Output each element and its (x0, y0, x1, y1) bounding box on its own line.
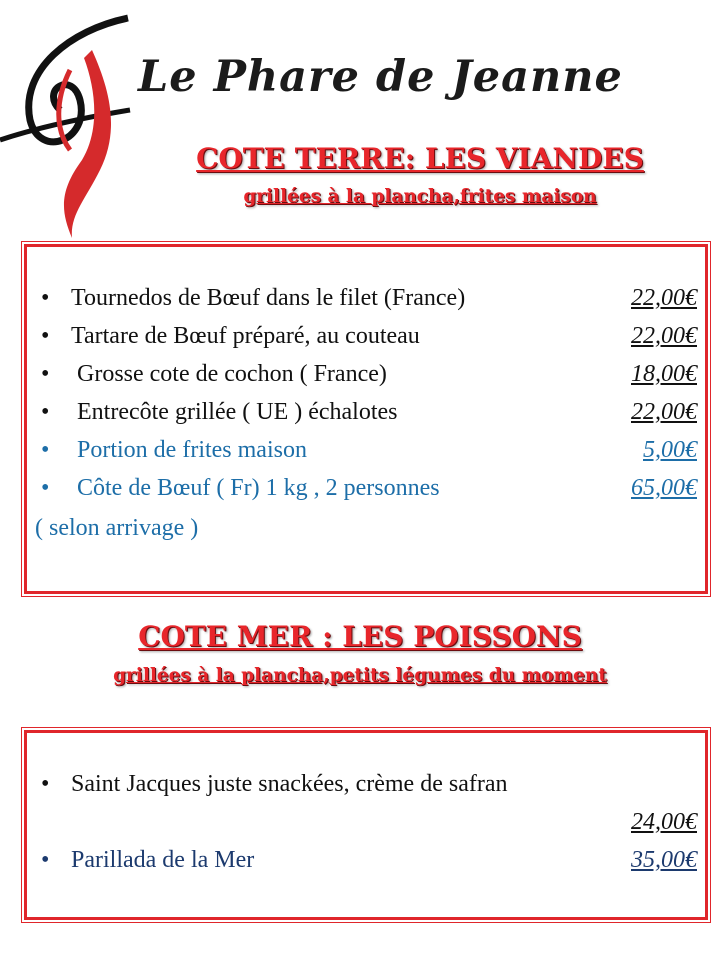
menu-item: • Entrecôte grillée ( UE ) échalotes 22,00€ (41, 399, 697, 425)
item-label: Parillada de la Mer (71, 847, 255, 873)
item-price: 18,00€ (631, 361, 697, 387)
item-label: Grosse cote de cochon ( France) (71, 361, 387, 387)
item-price: 22,00€ (631, 285, 697, 311)
item-label: Entrecôte grillée ( UE ) échalotes (71, 399, 398, 425)
sea-section-subtitle: grillées à la plancha,petits légumes du moment (113, 665, 607, 686)
item-label: Tournedos de Bœuf dans le filet (France) (71, 285, 466, 311)
logo-icon (0, 10, 160, 240)
menu-item: • Grosse cote de cochon ( France) 18,00€ (41, 361, 697, 387)
menu-item: • Tartare de Bœuf préparé, au couteau 22,00€ (41, 323, 697, 349)
sea-menu-box (24, 730, 708, 920)
item-price: 22,00€ (631, 323, 697, 349)
item-label: Côte de Bœuf ( Fr) 1 kg , 2 personnes (71, 475, 440, 501)
item-price: 35,00€ (631, 847, 697, 873)
item-label: Portion de frites maison (71, 437, 307, 463)
item-price: 5,00€ (643, 437, 697, 463)
item-price: 22,00€ (631, 399, 697, 425)
menu-item: • Portion de frites maison 5,00€ (41, 437, 697, 463)
item-price: 24,00€ (631, 809, 697, 835)
land-section-title: COTE TERRE: LES VIANDES (196, 142, 644, 175)
menu-note: ( selon arrivage ) (35, 515, 199, 541)
brand-name: Le Phare de Jeanne (138, 52, 623, 102)
menu-item: • Côte de Bœuf ( Fr) 1 kg , 2 personnes 65,00€ (41, 475, 697, 501)
item-price: 65,00€ (631, 475, 697, 501)
item-label: Saint Jacques juste snackées, crème de safran (71, 771, 508, 797)
menu-item: • Parillada de la Mer 35,00€ (41, 847, 697, 873)
sea-section-title: COTE MER : LES POISSONS (138, 620, 582, 653)
land-section-subtitle: grillées à la plancha,frites maison (243, 186, 597, 207)
menu-item: • Tournedos de Bœuf dans le filet (France) 22,00€ (41, 285, 697, 311)
land-menu-box (24, 244, 708, 594)
menu-item: • Saint Jacques juste snackées, crème de safran (41, 771, 508, 797)
menu-item-price-row (41, 809, 697, 839)
item-label: Tartare de Bœuf préparé, au couteau (71, 323, 420, 349)
